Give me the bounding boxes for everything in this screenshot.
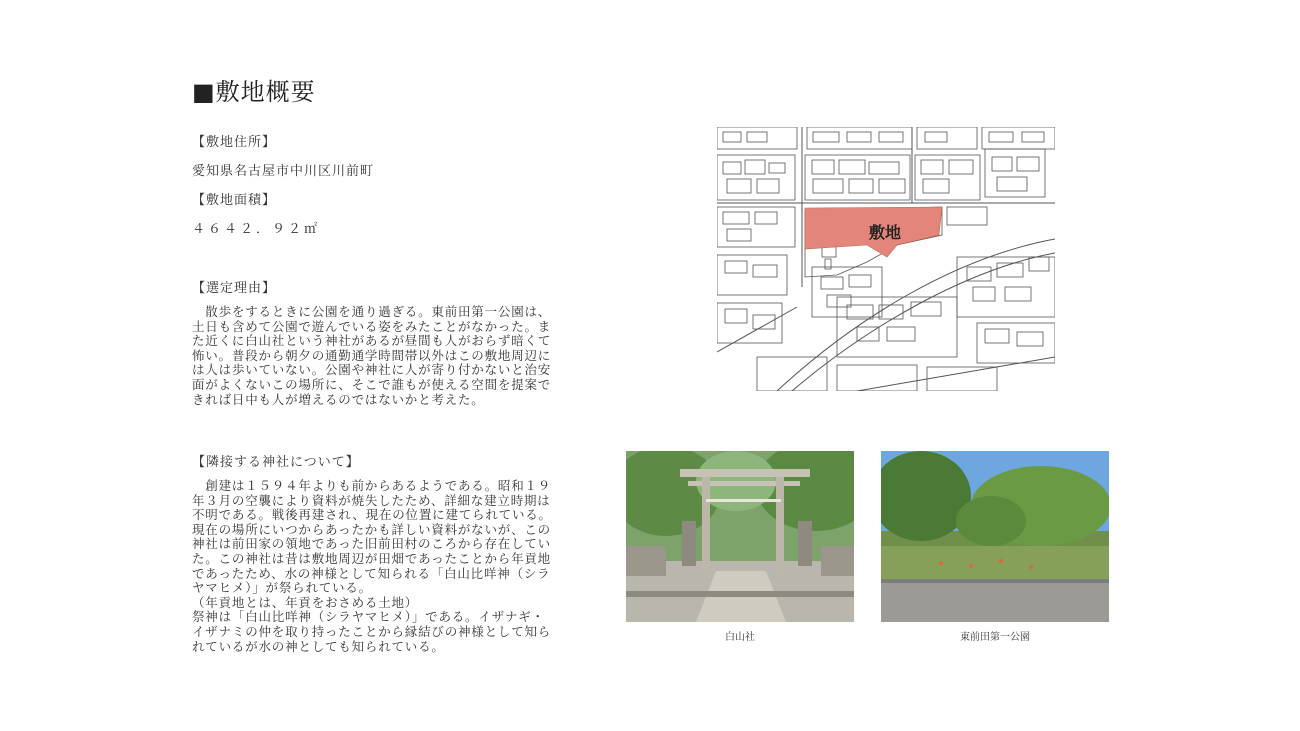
shrine-photo xyxy=(626,451,854,622)
shrine-caption: 白山社 xyxy=(725,632,755,643)
site-map-drawing xyxy=(717,127,1055,391)
area-value: ４６４２．９２㎡ xyxy=(192,222,321,237)
address-value: 愛知県名古屋市中川区川前町 xyxy=(192,164,375,179)
area-label: 【敷地面積】 xyxy=(192,193,277,208)
park-photo xyxy=(881,451,1109,622)
shrine-text: 創建は１５９４年よりも前からあるようである。昭和１９ 年３月の空襲により資料が焼失したため、詳細な建立時期は 不明である。戦後再建され、現在の位置に建てられている。 現在の場所にいつからあったかも詳しい資料がないが、この 神社は前田家の領地であった旧前田村のころから存在してい た。この神社は昔は敷地周辺が田畑であったことから年貢地 であったため、水の神様として知られる「白山比咩神（シラ ヤマヒメ）」が祭られている。 （年貢地とは、年貢をおさめる土地） 祭神は「白山比咩神（シラヤマヒメ）」である。イザナギ・ イザナミの仲を取り持ったことから縁結びの神様として知ら れているが水の神としても知られている。 xyxy=(192,478,552,654)
address-label: 【敷地住所】 xyxy=(192,135,277,150)
site-map xyxy=(717,127,1055,391)
site-label: 敷地 xyxy=(869,223,902,242)
shrine-label: 【隣接する神社について】 xyxy=(192,455,360,470)
page-title: ■敷地概要 xyxy=(192,78,316,106)
reason-label: 【選定理由】 xyxy=(192,281,277,296)
reason-text: 散歩をするときに公園を通り過ぎる。東前田第一公園は、 土日も含めて公園で遊んでいる姿をみたことがなかった。ま た近くに白山社という神社があるが昼間も人がおらず暗くて 怖い。普段から朝夕の通勤通学時間帯以外はこの敷地周辺に は人は歩いていない。公園や神社に人が寄り付かないと治安 面がよくないこの場所に、そこで誰もが使える空間を提案で きれば日中も人が増えるのではないかと考えた。 xyxy=(192,304,552,407)
park-caption: 東前田第一公園 xyxy=(960,632,1030,643)
